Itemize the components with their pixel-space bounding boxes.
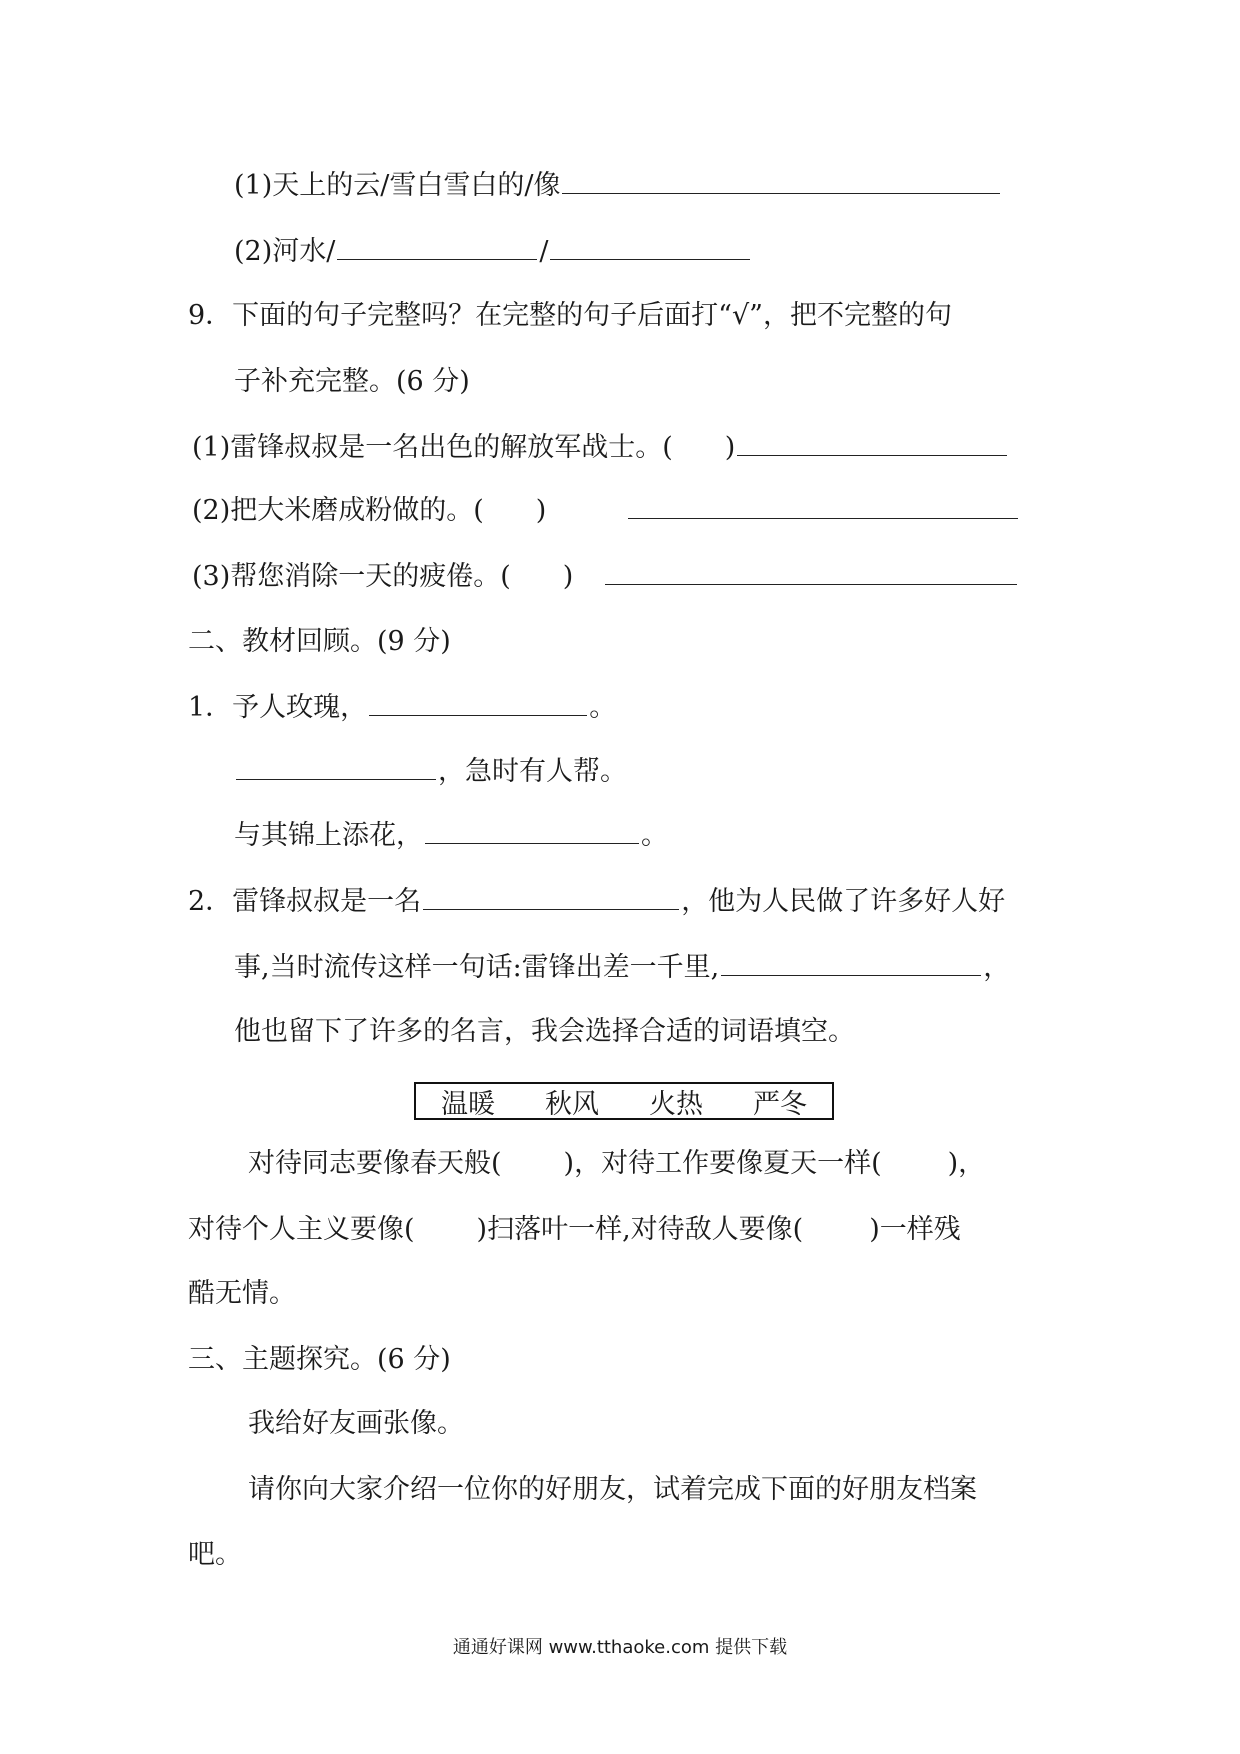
fill-line-2 [188,1216,961,1243]
q1-blank-2[interactable] [236,778,436,780]
q9-line-1: 9．下面的句子完整吗？在完整的句子后面打“√”，把不完整的句 [188,300,952,331]
item-2-line [234,238,752,265]
fill-line-1 [248,1150,985,1177]
word-option-4: 严冬 [753,1088,807,1120]
q1-blank-3[interactable] [425,842,639,844]
q2-line-2 [234,954,1010,981]
fill-line-2-c: )一样残 [869,1214,961,1245]
item-2-blank-1[interactable] [337,258,537,260]
q9-item-2-blank[interactable] [628,517,1018,519]
q9-item-1 [192,434,1009,461]
fill-line-1-c: )， [947,1148,986,1179]
q1-line-2 [234,758,627,785]
q9-item-3-close: ) [562,561,574,592]
word-option-2: 秋风 [545,1088,599,1120]
q2-blank-1[interactable] [423,908,679,910]
word-option-1: 温暖 [441,1088,495,1120]
q9-item-3-blank[interactable] [605,583,1017,585]
word-choice-box [414,1082,834,1120]
q2-line-2-end: ， [983,952,1011,983]
q2-line-2-text: 事,当时流传这样一句话:雷锋出差一千里, [234,952,720,983]
q9-item-1-text: (1)雷锋叔叔是一名出色的解放军战士。( [192,432,673,463]
fill-line-1-a: 对待同志要像春天般( [248,1148,502,1179]
fill-line-2-b: )扫落叶一样,对待敌人要像( [476,1214,804,1245]
q9-item-2 [192,497,1020,524]
q9-item-2-close: ) [535,495,547,526]
q9-item-1-blank[interactable] [737,454,1007,456]
word-option-3: 火热 [649,1088,703,1120]
item-1-text: (1)天上的云/雪白雪白的/像 [234,170,561,201]
q2-line-3: 他也留下了许多的名言，我会选择合适的词语填空。 [234,1016,855,1047]
q2-line-1-end: ，他为人民做了许多好人好 [681,886,1006,917]
section-3-line-2: 请你向大家介绍一位你的好朋友，试着完成下面的好朋友档案 [248,1474,977,1505]
q1-line-3-text: 与其锦上添花， [234,820,423,851]
q9-item-2-text: (2)把大米磨成粉做的。( [192,495,484,526]
fill-line-2-a: 对待个人主义要像( [188,1214,415,1245]
q1-line-1-text: 1．予人玫瑰， [188,692,368,723]
q2-line-1-text: 2．雷锋叔叔是一名 [188,886,422,917]
section-3-heading: 三、主题探究。(6 分) [188,1344,451,1375]
fill-line-1-b: )，对待工作要像夏天一样( [563,1148,882,1179]
section-3-line-3: 吧。 [188,1539,242,1570]
q1-line-1 [188,694,616,721]
page-footer: 通通好课网 www.tthaoke.com 提供下载 [452,1637,788,1658]
item-2-separator: / [539,236,549,267]
section-3-line-1: 我给好友画张像。 [248,1408,464,1439]
q9-item-3-text: (3)帮您消除一天的疲倦。( [192,561,511,592]
q1-blank-1[interactable] [369,714,587,716]
item-2-text: (2)河水/ [234,236,336,267]
q9-item-3 [192,563,1019,590]
q1-line-1-end: 。 [589,692,617,723]
q1-line-3 [234,822,668,849]
item-1-blank[interactable] [562,192,1000,194]
q9-line-2: 子补充完整。(6 分) [234,366,470,397]
item-1-line [234,172,1002,199]
fill-line-3: 酷无情。 [188,1278,296,1309]
section-2-heading: 二、教材回顾。(9 分) [188,626,451,657]
q1-line-3-end: 。 [641,820,668,851]
q9-item-1-close: ) [724,432,736,463]
item-2-blank-2[interactable] [550,258,750,260]
q2-blank-2[interactable] [721,974,981,976]
q2-line-1 [188,888,1005,915]
q1-line-2-text: ，急时有人帮。 [438,756,627,787]
